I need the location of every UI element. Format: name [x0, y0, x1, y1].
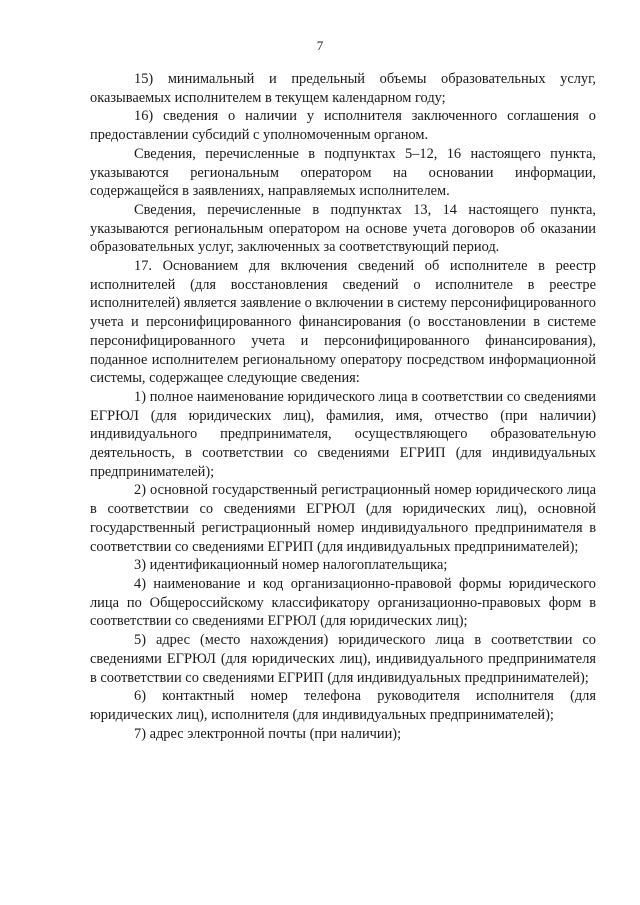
paragraph-item-16: 16) сведения о наличии у исполнителя заключенного соглашения о предоставлении субсидий с уполномоченным органом. — [90, 108, 596, 144]
document-body — [90, 70, 596, 743]
page-number: 7 — [316, 38, 324, 53]
paragraph-clause-17: 17. Основанием для включения сведений об исполнителе в реестр исполнителей (для восстановления сведений о исполнителе в реестре исполнителей) является заявление о включении в систему персонифицированного учета и персонифицированного финансирования (о восстановлении в системе персонифицированного учета и персонифицированного финансирования), поданное исполнителем региональному оператору посредством информационной системы, содержащее следующие сведения: — [90, 258, 596, 387]
paragraph-subitem-7: 7) адрес электронной почты (при наличии); — [134, 725, 402, 742]
paragraph-subitem-3: 3) идентификационный номер налогоплательщика; — [134, 557, 448, 574]
paragraph-subitem-1: 1) полное наименование юридического лица в соответствии со сведениями ЕГРЮЛ (для юридических лиц), фамилия, имя, отчество (при наличии) индивидуального предпринимателя, осуществляющего образовательную деятельность, в соответствии со сведениями ЕГРИП (для индивидуальных предпринимателей); — [90, 388, 596, 480]
paragraph-subitem-5: 5) адрес (место нахождения) юридического лица в соответствии со сведениями ЕГРЮЛ (для юридических лиц), индивидуального предпринимателя в соответствии со сведениями ЕГРИП (для индивидуальных предпринимателей); — [90, 632, 596, 686]
paragraph-subitem-6: 6) контактный номер телефона руководителя исполнителя (для юридических лиц), исполнителя (для индивидуальных предпринимателей); — [90, 688, 596, 723]
paragraph-subitem-4: 4) наименование и код организационно-правовой формы юридического лица по Общероссийскому классификатору организационно-правовых форм в соответствии со сведениями ЕГРЮЛ (для юридических лиц); — [90, 575, 596, 630]
paragraph-subitem-2: 2) основной государственный регистрационный номер юридического лица в соответствии со сведениями ЕГРЮЛ (для юридических лиц), основной государственный регистрационный номер индивидуального предпринимателя в соответствии со сведениями ЕГРИП (для индивидуальных предпринимателей); — [90, 482, 596, 555]
paragraph-note-items-13-14: Сведения, перечисленные в подпунктах 13, 14 настоящего пункта, указываются региональным оператором на основе учета договоров об оказании образовательных услуг, заключенных за соответствующий период. — [90, 201, 596, 256]
paragraph-note-items-5-12-16: Сведения, перечисленные в подпунктах 5–12, 16 настоящего пункта, указываются региональным оператором на основании информации, содержащейся в заявлениях, направляемых исполнителем. — [90, 145, 596, 200]
paragraph-item-15: 15) минимальный и предельный объемы образовательных услуг, оказываемых исполнителем в текущем календарном году; — [90, 71, 596, 106]
